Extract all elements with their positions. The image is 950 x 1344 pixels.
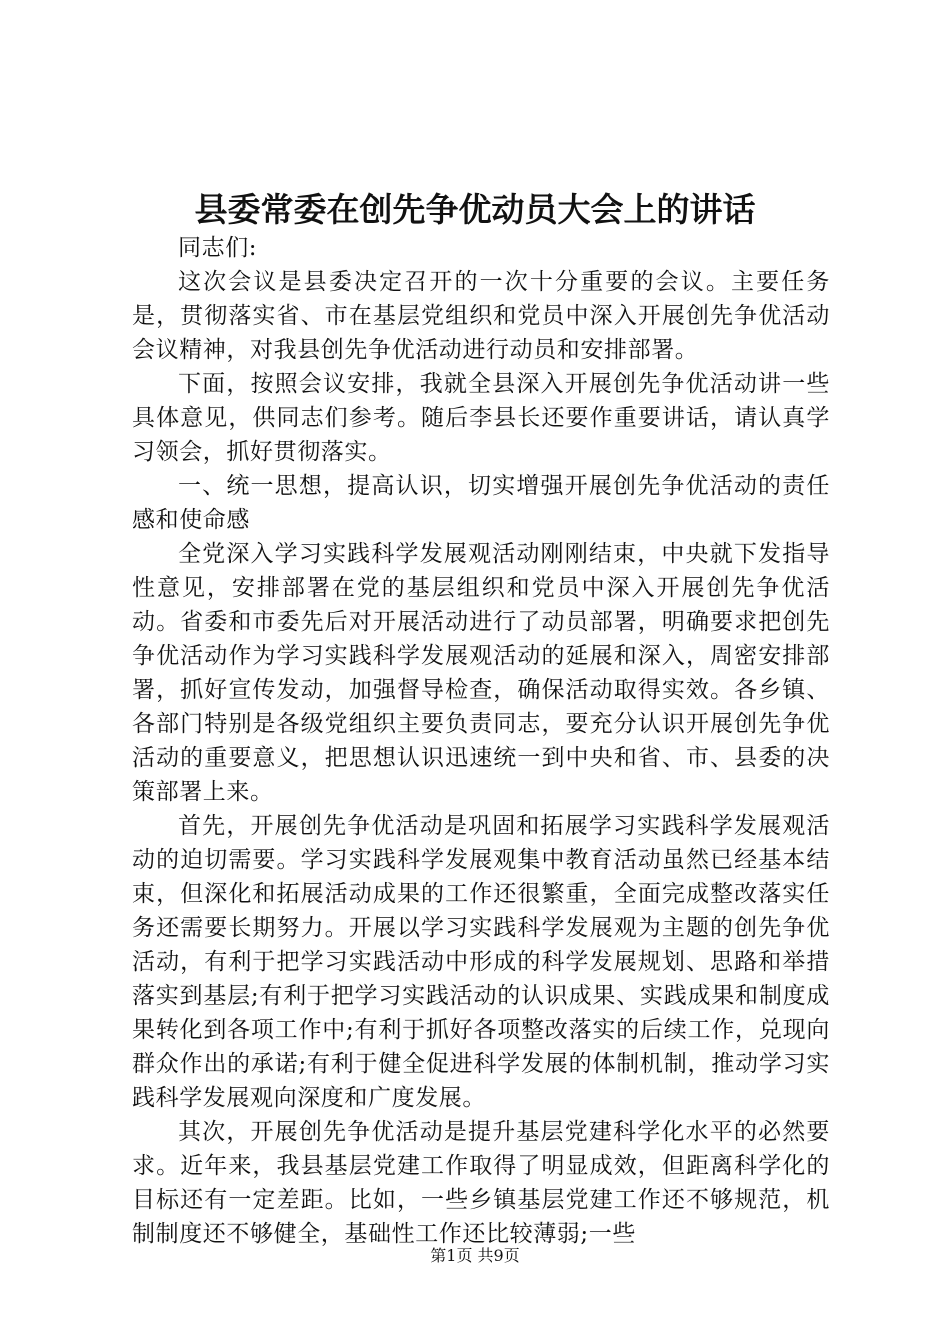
paragraph: 这次会议是县委决定召开的一次十分重要的会议。主要任务是，贯彻落实省、市在基层党组织和党员中深入开展创先争优活动会议精神，对我县创先争优活动进行动员和安排部署。 bbox=[132, 269, 830, 363]
paragraph-salutation: 同志们: bbox=[178, 235, 258, 261]
document-title: 县委常委在创先争优动员大会上的讲话 bbox=[194, 190, 756, 229]
paragraph: 其次，开展创先争优活动是提升基层党建科学化水平的必然要求。近年来，我县基层党建工作取得了明显成效，但距离科学化的目标还有一定差距。比如，一些乡镇基层党建工作还不够规范，机制制度还不够健全，基础性工作还比较薄弱;一些 bbox=[132, 1119, 830, 1247]
paragraph: 全党深入学习实践科学发展观活动刚刚结束，中央就下发指导性意见，安排部署在党的基层组织和党员中深入开展创先争优活动。省委和市委先后对开展活动进行了动员部署，明确要求把创先争优活动作为学习实践科学发展观活动的延展和深入，周密安排部署，抓好宣传发动，加强督导检查，确保活动取得实效。各乡镇、各部门特别是各级党组织主要负责同志，要充分认识开展创先争优活动的重要意义，把思想认识迅速统一到中央和省、市、县委的决策部署上来。 bbox=[132, 541, 830, 805]
paragraph: 首先，开展创先争优活动是巩固和拓展学习实践科学发展观活动的迫切需要。学习实践科学发展观集中教育活动虽然已经基本结束，但深化和拓展活动成果的工作还很繁重，全面完成整改落实任务还需要长期努力。开展以学习实践科学发展观为主题的创先争优活动，有利于把学习实践活动中形成的科学发展规划、思路和举措落实到基层;有利于把学习实践活动的认识成果、实践成果和制度成果转化到各项工作中;有利于抓好各项整改落实的后续工作，兑现向群众作出的承诺;有利于健全促进科学发展的体制机制，推动学习实践科学发展观向深度和广度发展。 bbox=[132, 813, 830, 1111]
page-number-footer: 第1页 共9页 bbox=[430, 1246, 520, 1265]
document-body bbox=[132, 231, 830, 1251]
section-heading: 一、统一思想，提高认识，切实增强开展创先争优活动的责任感和使命感 bbox=[132, 473, 830, 533]
paragraph: 下面，按照会议安排，我就全县深入开展创先争优活动讲一些具体意见，供同志们参考。随后李县长还要作重要讲话，请认真学习领会，抓好贯彻落实。 bbox=[132, 371, 830, 465]
